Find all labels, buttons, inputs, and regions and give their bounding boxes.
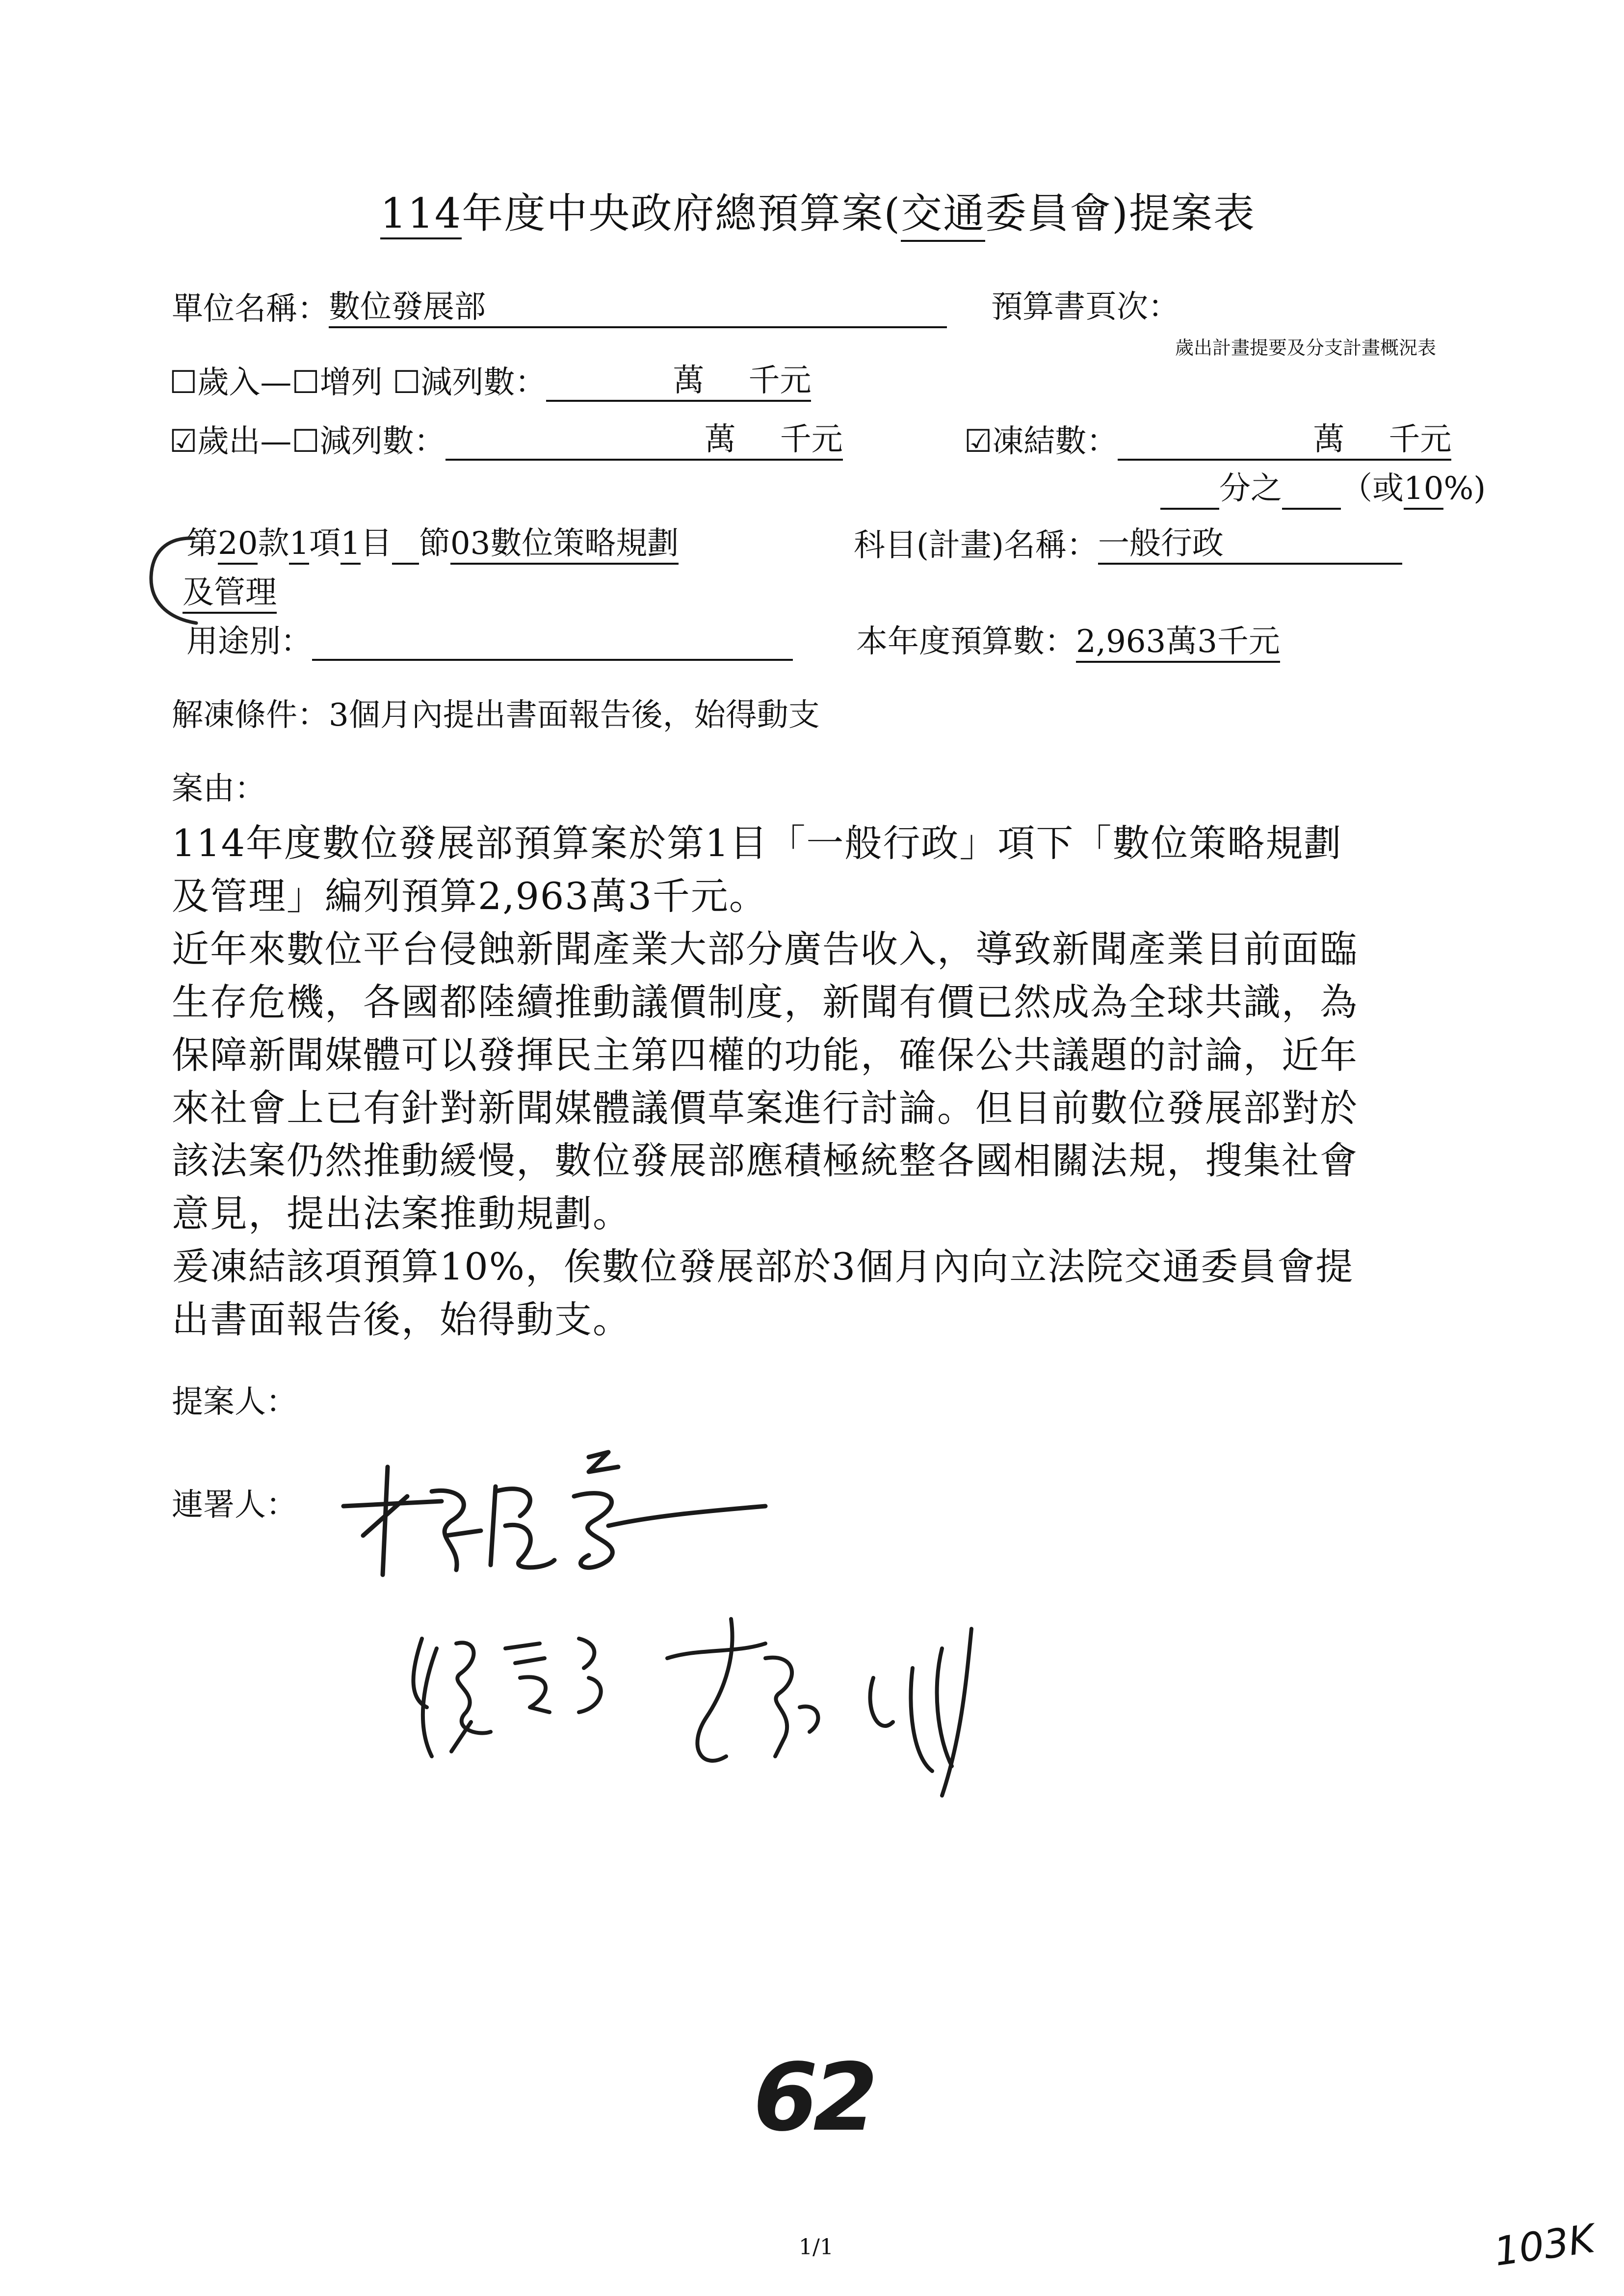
ratio-denominator-field <box>1282 508 1341 510</box>
expense-decrease-checkbox: ☐ <box>291 423 320 460</box>
expense-wan: 萬 <box>704 421 736 458</box>
revenue-line <box>169 362 811 402</box>
subject-continuation <box>183 574 277 614</box>
unit-label: 單位名稱： <box>172 291 329 327</box>
subject-label: 科目(計畫)名稱： <box>854 527 1098 564</box>
item-xiang-no: 1 <box>289 525 309 565</box>
title-prefix: 年度中央政府總預算案( <box>462 189 901 237</box>
expense-label: 歲出— <box>197 423 292 460</box>
expense-line <box>169 421 843 461</box>
increase-checkbox: ☐ <box>291 365 320 401</box>
ratio-open: （或 <box>1341 470 1404 507</box>
reason-line: 意見，提出法案推動規劃。 <box>172 1192 631 1236</box>
cosigner-label: 連署人： <box>172 1487 297 1523</box>
ratio-percent: 10 <box>1404 470 1443 510</box>
unfreeze-condition: 解凍條件：3個月內提出書面報告後，始得動支 <box>172 697 820 733</box>
unit-value: 數位發展部 <box>329 289 486 325</box>
expense-amount-field <box>445 421 843 461</box>
expense-decrease-label: 減列數： <box>319 423 445 460</box>
freeze-label: 凍結數： <box>992 423 1118 460</box>
page-footer: 1/1 <box>799 2235 834 2260</box>
subject-line <box>854 525 1402 565</box>
reason-line: 爰凍結該項預算10%，俟數位發展部於3個月內向立法院交通委員會提 <box>172 1245 1354 1289</box>
item-jie: 節 <box>419 525 450 562</box>
reason-line: 生存危機，各國都陸續推動議價制度，新聞有價已然成為全球共識，為 <box>172 980 1358 1024</box>
item-kuan-no: 20 <box>218 525 258 565</box>
reason-line: 該法案仍然推動緩慢，數位發展部應積極統整各國相關法規，搜集社會 <box>172 1139 1358 1183</box>
item-mu: 目 <box>360 525 392 562</box>
item-jie-blank <box>392 563 419 565</box>
item-kuan: 款 <box>258 525 289 562</box>
freeze-wan: 萬 <box>1313 421 1345 458</box>
ratio-line <box>1160 470 1486 510</box>
item-mu-no: 1 <box>341 525 361 565</box>
page-number-note: 歲出計畫提要及分支計畫概況表 <box>1175 337 1437 359</box>
title-year: 114 <box>380 189 462 239</box>
reason-line: 114年度數位發展部預算案於第1目「一般行政」項下「數位策略規劃 <box>172 821 1342 865</box>
increase-label: 增列 <box>319 365 383 401</box>
budget-label: 本年度預算數： <box>856 624 1076 660</box>
document-title <box>380 181 1256 242</box>
freeze-checkbox: ☑ <box>964 423 993 460</box>
usage-field <box>312 659 793 661</box>
freeze-line <box>964 421 1451 461</box>
reason-line: 近年來數位平台侵蝕新聞產業大部分廣告收入，導致新聞產業目前面臨 <box>172 927 1358 971</box>
revenue-wan: 萬 <box>673 363 705 399</box>
item-line <box>186 525 679 565</box>
usage-label: 用途別： <box>186 624 312 660</box>
title-committee: 交通 <box>901 181 985 242</box>
revenue-label: 歲入— <box>197 365 292 401</box>
revenue-qianyuan: 千元 <box>748 363 812 399</box>
ratio-numerator-field <box>1160 508 1219 510</box>
signature-2 <box>393 1609 1030 1820</box>
freeze-amount-field <box>1118 421 1451 461</box>
reason-label: 案由： <box>172 771 266 807</box>
signature-1 <box>334 1437 785 1594</box>
ratio-fenzhi: 分之 <box>1219 470 1282 507</box>
revenue-checkbox: ☐ <box>169 365 198 401</box>
item-jie-value: 03數位策略規劃 <box>450 525 679 565</box>
reason-line: 保障新聞媒體可以發揮民主第四權的功能，確保公共議題的討論，近年 <box>172 1033 1358 1077</box>
item-di: 第 <box>186 525 218 562</box>
proposer-label: 提案人： <box>172 1384 297 1420</box>
budget-value: 2,963萬3千元 <box>1076 623 1280 663</box>
reason-line: 出書面報告後，始得動支。 <box>172 1298 631 1342</box>
freeze-qianyuan: 千元 <box>1388 421 1452 458</box>
usage-line <box>186 623 793 661</box>
reason-line: 來社會上已有針對新聞媒體議價草案進行討論。但目前數位發展部對於 <box>172 1086 1358 1130</box>
unit-line <box>172 288 947 328</box>
unit-field <box>329 288 947 328</box>
subject-value: 一般行政 <box>1098 525 1224 562</box>
item-xiang: 項 <box>309 525 341 562</box>
subject-field <box>1098 525 1402 565</box>
handwritten-page-number: 62 <box>753 2043 873 2152</box>
reason-line: 及管理」編列預算2,963萬3千元。 <box>172 874 767 918</box>
revenue-decrease-checkbox: ☐ <box>393 365 421 401</box>
budget-line <box>856 623 1280 663</box>
subject-cont: 及管理 <box>183 574 277 614</box>
revenue-amount-field <box>546 362 811 402</box>
expense-checkbox: ☑ <box>169 423 198 460</box>
title-suffix: 委員會)提案表 <box>985 189 1256 237</box>
expense-qianyuan: 千元 <box>780 421 843 458</box>
page-number-label: 預算書頁次： <box>991 289 1179 325</box>
ratio-close: %) <box>1443 470 1486 507</box>
revenue-decrease-label: 減列數： <box>420 365 547 401</box>
reason-body <box>172 817 1358 1346</box>
corner-mark: 103K <box>1491 2216 1598 2275</box>
